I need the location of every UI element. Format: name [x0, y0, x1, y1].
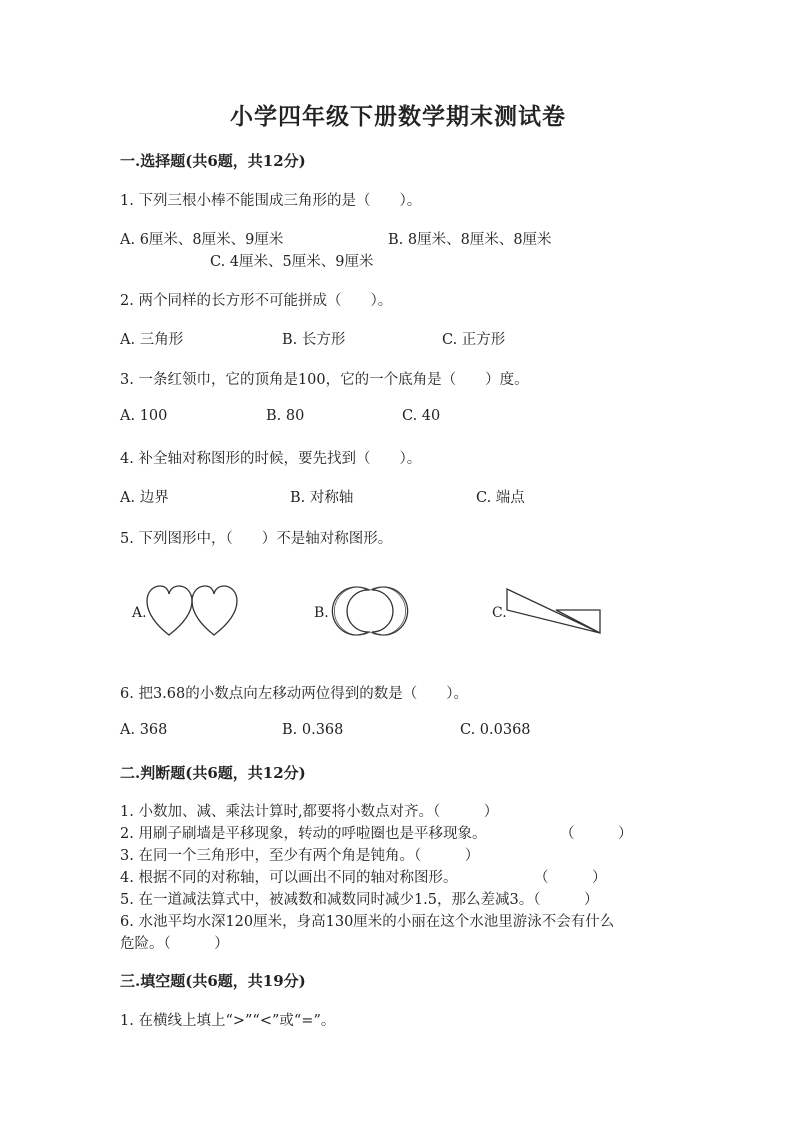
section-heading-fill-in: 三.填空题(共6题，共19分) — [120, 972, 306, 990]
question-1-option-b: B. 8厘米、8厘米、8厘米 — [388, 232, 552, 248]
question-2-option-c: C. 正方形 — [442, 332, 506, 348]
statement-4: 4. 根据不同的对称轴，可以画出不同的轴对称图形。 — [120, 870, 458, 886]
question-2-option-b: B. 长方形 — [282, 332, 346, 348]
question-6-option-c: C. 0.0368 — [460, 722, 531, 738]
question-2: 2. 两个同样的长方形不可能拼成（ ）。 — [120, 293, 393, 309]
question-2-option-a: A. 三角形 — [120, 332, 184, 348]
statement-5: 5. 在一道减法算式中，被减数和减数同时减少1.5，那么差减3。（ ） — [120, 892, 599, 908]
figure-c-label: C. — [492, 605, 507, 621]
question-3-option-c: C. 40 — [402, 408, 441, 424]
question-1-option-c: C. 4厘米、5厘米、9厘米 — [210, 254, 374, 270]
two-hearts-figure — [146, 585, 238, 637]
question-4: 4. 补全轴对称图形的时候，要先找到（ ）。 — [120, 451, 422, 467]
statement-4-bracket: （ ） — [534, 870, 607, 886]
question-3: 3. 一条红领巾，它的顶角是100，它的一个底角是（ ）度。 — [120, 372, 529, 388]
question-1: 1. 下列三根小棒不能围成三角形的是（ ）。 — [120, 193, 422, 209]
statement-1: 1. 小数加、减、乘法计算时,都要将小数点对齐。（ ） — [120, 804, 499, 820]
question-4-option-c: C. 端点 — [476, 490, 525, 506]
statement-3: 3. 在同一个三角形中，至少有两个角是钝角。（ ） — [120, 848, 480, 864]
statement-6: 6. 水池平均水深120厘米，身高130厘米的小丽在这个水池里游泳不会有什么 — [120, 914, 615, 930]
fill-in-question-1: 1. 在横线上填上“>”“<”或“=”。 — [120, 1013, 336, 1029]
statement-6-continued: 危险。（ ） — [120, 936, 229, 952]
statement-2-bracket: （ ） — [560, 826, 633, 842]
statement-2: 2. 用刷子刷墙是平移现象，转动的呼啦圈也是平移现象。 — [120, 826, 487, 842]
figure-a-label: A. — [132, 605, 147, 621]
triangles-figure — [506, 588, 602, 634]
section-heading-judgement: 二.判断题(共6题，共12分) — [120, 764, 306, 782]
question-1-option-a: A. 6厘米、8厘米、9厘米 — [120, 232, 284, 248]
section-heading-choice: 一.选择题(共6题，共12分) — [120, 152, 306, 170]
question-6: 6. 把3.68的小数点向左移动两位得到的数是（ ）。 — [120, 686, 468, 702]
question-4-option-b: B. 对称轴 — [290, 490, 354, 506]
question-3-option-b: B. 80 — [266, 408, 305, 424]
question-3-option-a: A. 100 — [120, 408, 168, 424]
question-6-option-a: A. 368 — [120, 722, 168, 738]
two-crescents-figure — [328, 586, 412, 636]
figure-b-label: B. — [314, 605, 329, 621]
question-5: 5. 下列图形中，（ ）不是轴对称图形。 — [120, 531, 393, 547]
question-4-option-a: A. 边界 — [120, 490, 169, 506]
page-title: 小学四年级下册数学期末测试卷 — [230, 103, 566, 130]
question-6-option-b: B. 0.368 — [282, 722, 344, 738]
